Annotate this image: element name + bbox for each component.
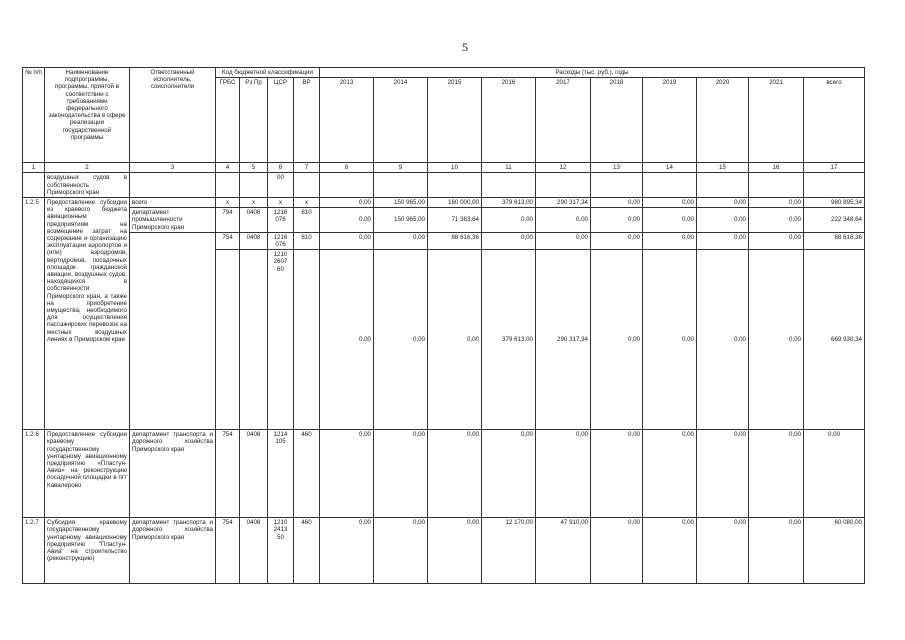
row-value: 0,00	[374, 518, 428, 584]
header-year: 2013	[320, 78, 374, 163]
row-rzpr: 0408	[240, 518, 268, 584]
row-value: 0,00	[482, 232, 536, 249]
header-budget-group: Код бюджетной классификации	[216, 68, 320, 78]
header-total: всего	[804, 78, 865, 163]
row-grbs: 754	[216, 518, 240, 584]
col-number: 17	[804, 163, 865, 173]
row-value: 0,00	[697, 208, 749, 233]
row-name: Предоставление субсидии краевому государственному унитарному авиационному предприятию «Пластун-Авиа» на реконструкцию посадочной площадки в пгт Кавалерово	[45, 430, 130, 518]
row-value: 0,00	[591, 518, 643, 584]
header-rzpr: Рз Пр	[240, 78, 268, 163]
row-value: 0,00	[320, 430, 374, 518]
header-executor: Ответственный исполнитель, соисполнители	[130, 68, 216, 163]
row-value: 0,00	[591, 430, 643, 518]
col-number: 16	[749, 163, 804, 173]
header-year: 2016	[482, 78, 536, 163]
row-value: 0,00	[320, 250, 374, 430]
row-value: 0,00	[697, 250, 749, 430]
col-number: 10	[428, 163, 482, 173]
row-vr: 460	[294, 518, 320, 584]
row-value: 0,00	[643, 198, 697, 208]
row-value: 0,00	[591, 208, 643, 233]
row-csr: 1216 076	[268, 232, 294, 249]
row-value: 0,00	[536, 208, 591, 233]
col-number: 6	[268, 163, 294, 173]
row-value: 0,00	[643, 250, 697, 430]
row-value: 0,00	[374, 430, 428, 518]
row-value: 0,00	[536, 232, 591, 249]
row-rzpr: 0408	[240, 430, 268, 518]
row-vr: 810	[294, 232, 320, 249]
col-number: 3	[130, 163, 216, 173]
row-value: 0,00	[591, 198, 643, 208]
row-value: 0,00	[482, 430, 536, 518]
row-value: 0,00	[749, 430, 804, 518]
row-total: 60 080,00	[804, 518, 865, 584]
row-csr: 1210 2413 50	[268, 518, 294, 584]
row-rzpr: 0408	[240, 208, 268, 233]
row-value: 379 613,00	[482, 250, 536, 430]
expenses-table	[22, 67, 865, 584]
row-value: 0,00	[749, 518, 804, 584]
row-csr: 1210 2607 60	[268, 250, 294, 430]
row-executor: департамент транспорта и дорожного хозяйства Приморского края	[130, 518, 216, 584]
row-vr: 810	[294, 208, 320, 233]
header-year: 2014	[374, 78, 428, 163]
table-row	[23, 518, 865, 584]
row-value: 0,00	[536, 430, 591, 518]
col-number: 12	[536, 163, 591, 173]
row-value: 290 317,34	[536, 250, 591, 430]
row-value: 0,00	[428, 430, 482, 518]
header-year: 2017	[536, 78, 591, 163]
row-csr: 1216 076	[268, 208, 294, 233]
header-name: Наименование подпрограммы, программы, приятой в соответствии с требованиями федерального законодательства в сфере реализации государственной программы	[45, 68, 130, 163]
row-num: 1.2.5	[23, 198, 45, 430]
header-expenses-group: Расходы (тыс. руб.), годы	[320, 68, 865, 78]
column-number-row	[23, 163, 865, 173]
row-rzpr: x	[240, 198, 268, 208]
row-value: 12 170,00	[482, 518, 536, 584]
row-value: 0,00	[749, 208, 804, 233]
row-value: 0,00	[749, 198, 804, 208]
row-grbs: x	[216, 198, 240, 208]
row-value: 71 383,64	[428, 208, 482, 233]
row-value: 290 317,34	[536, 198, 591, 208]
col-number: 1	[23, 163, 45, 173]
row-value: 150 965,00	[374, 208, 428, 233]
row-total: 0,00	[804, 430, 865, 518]
row-value: 150 965,00	[374, 198, 428, 208]
row-total: 980 895,34	[804, 198, 865, 208]
col-number: 4	[216, 163, 240, 173]
row-executor: всего	[130, 198, 216, 208]
col-number: 15	[697, 163, 749, 173]
header-num: № п/п	[23, 68, 45, 163]
row-csr: 1214 105	[268, 430, 294, 518]
row-value: 0,00	[697, 232, 749, 249]
col-number: 8	[320, 163, 374, 173]
row-value: 0,00	[643, 232, 697, 249]
header-year: 2015	[428, 78, 482, 163]
col-number: 14	[643, 163, 697, 173]
header-year: 2021	[749, 78, 804, 163]
row-name: Субсидия краевому государственному унитарному авиационному предприятию "Пластун-Авиа" на строительство (реконструкцию)	[45, 518, 130, 584]
row-value: 0,00	[749, 232, 804, 249]
row-value: 0,00	[320, 232, 374, 249]
table-row	[23, 198, 865, 208]
row-value: 0,00	[591, 250, 643, 430]
header-vr: ВР	[294, 78, 320, 163]
row-executor: департамент транспорта и дорожного хозяйства Приморского края	[130, 430, 216, 518]
col-number: 2	[45, 163, 130, 173]
row-name: Предоставление субсидии из краевого бюджета авиационным предприятиям на возмещение затрат на содержание и организацию эксплуатации аэропортов и (или) аэродромов, вертодромов, посадочных площадок гражданской авиации, воздушных судов, находящихся в собственности Приморского края, а также на приобретение имущества, необходимого для осуществления пассажирских перевозок на местных воздушных линиях в Приморском крае	[45, 198, 130, 430]
row-vr: 460	[294, 430, 320, 518]
table-row	[23, 173, 865, 198]
row-value: 47 910,00	[536, 518, 591, 584]
row-total: 222 348,64	[804, 208, 865, 233]
col-number: 13	[591, 163, 643, 173]
row-num: 1.2.7	[23, 518, 45, 584]
row-total: 88 616,36	[804, 232, 865, 249]
header-year: 2018	[591, 78, 643, 163]
col-number: 11	[482, 163, 536, 173]
row-value: 88 616,36	[428, 232, 482, 249]
row-value: 0,00	[374, 250, 428, 430]
col-number: 9	[374, 163, 428, 173]
header-year: 2020	[697, 78, 749, 163]
row-value: 0,00	[320, 208, 374, 233]
row-value: 0,00	[428, 518, 482, 584]
row-value: 0,00	[320, 518, 374, 584]
row-value: 0,00	[643, 518, 697, 584]
header-year: 2019	[643, 78, 697, 163]
row-csr: 00	[268, 173, 294, 198]
row-value: 0,00	[697, 198, 749, 208]
row-value: 0,00	[697, 430, 749, 518]
table-row	[23, 208, 865, 233]
row-grbs: 754	[216, 430, 240, 518]
row-value: 0,00	[643, 430, 697, 518]
table-row	[23, 232, 865, 249]
row-value: 160 000,00	[428, 198, 482, 208]
col-number: 7	[294, 163, 320, 173]
row-grbs: 754	[216, 232, 240, 249]
row-csr: x	[268, 198, 294, 208]
row-value: 0,00	[643, 208, 697, 233]
row-value: 0,00	[591, 232, 643, 249]
row-value: 0,00	[374, 232, 428, 249]
header-grbs: ГРБС	[216, 78, 240, 163]
page-number: 5	[462, 40, 468, 54]
table-row	[23, 430, 865, 518]
row-value: 0,00	[482, 208, 536, 233]
row-num: 1.2.6	[23, 430, 45, 518]
row-executor: департамент промышленности Приморского края	[130, 208, 216, 233]
row-value: 0,00	[749, 250, 804, 430]
header-csr: ЦСР	[268, 78, 294, 163]
row-grbs: 794	[216, 208, 240, 233]
col-number: 5	[240, 163, 268, 173]
row-value: 379 613,00	[482, 198, 536, 208]
row-value: 0,00	[320, 198, 374, 208]
row-rzpr: 0408	[240, 232, 268, 249]
row-vr: x	[294, 198, 320, 208]
row-value: 0,00	[697, 518, 749, 584]
row-name: воздушных судов в собственность Приморского края	[45, 173, 130, 198]
row-total: 669 930,34	[804, 250, 865, 430]
row-value: 0,00	[428, 250, 482, 430]
